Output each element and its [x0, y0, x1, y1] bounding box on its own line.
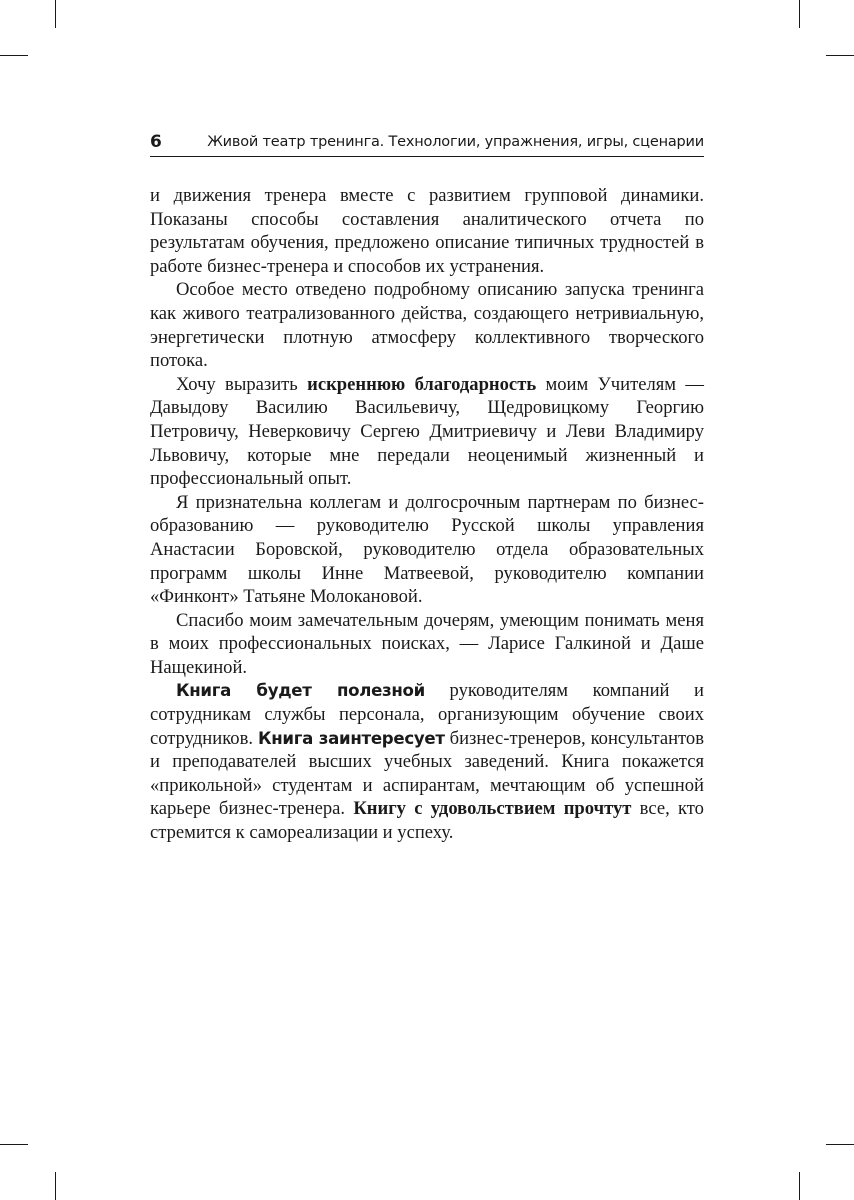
bold-phrase: Книга будет полезной: [176, 681, 425, 701]
paragraph-text: моим Учителям — Давыдову Василию Васильевичу, Щедровицкому Георгию Петровичу, Неверковичу Сергею Дмитриевичу и Леви Владимиру Львовичу, которые мне передали неоценимый жизненный и профессиональный опыт.: [150, 373, 704, 490]
paragraph-text: руководителям компаний и сотрудникам службы персонала, организующим обучение своих сотрудников.: [150, 680, 704, 749]
crop-mark: [799, 0, 800, 28]
bold-phrase: искреннюю благодарность: [307, 373, 537, 395]
crop-mark: [799, 1172, 800, 1200]
paragraph: [150, 373, 704, 491]
running-title: Живой театр тренинга. Технологии, упражнения, игры, сценарии: [207, 134, 704, 150]
bold-phrase: Книгу с удовольствием прочтут: [353, 798, 632, 820]
crop-mark: [55, 0, 56, 28]
paragraph-text: Хочу выразить: [176, 373, 308, 395]
paragraph: и движения тренера вместе с развитием групповой динамики. Показаны способы составления аналитического отчета по результатам обучения, предложено описание типичных трудностей в работе бизнес-тренера и способов их устранения.: [150, 185, 704, 277]
crop-mark: [826, 1144, 854, 1145]
crop-mark: [0, 55, 28, 56]
page-number: 6: [150, 132, 162, 152]
paragraph: Спасибо моим замечательным дочерям, умеющим понимать меня в моих профессиональных поисках, — Ларисе Галкиной и Даше Нащекиной.: [150, 609, 704, 678]
crop-mark: [55, 1172, 56, 1200]
crop-mark: [0, 1144, 28, 1145]
paragraph-text: все, кто стремится к самореализации и успеху.: [150, 798, 704, 844]
paragraph: [150, 679, 704, 844]
paragraph: Особое место отведено подробному описанию запуска тренинга как живого театрализованного действа, создающего нетривиальную, энергетически плотную атмосферу коллективного творческого потока.: [150, 279, 704, 372]
running-header: [150, 130, 704, 157]
crop-mark: [826, 55, 854, 56]
paragraph: Я признательна коллегам и долгосрочным партнерам по бизнес-образованию — руководителю Русской школы управления Анастасии Боровской, руководителю отдела образовательных программ школы Инне Матвеевой, руководителю компании «Финконт» Татьяне Молокановой.: [150, 491, 704, 608]
bold-phrase: Книга заинтересует: [257, 728, 445, 748]
body-text: [150, 184, 704, 845]
paragraph-text: бизнес-тренеров, консультантов и преподавателей высших учебных заведений. Книга покажется «прикольной» студентам и аспирантам, мечтающим об успешной карьере бизнес-тренера.: [150, 727, 704, 820]
